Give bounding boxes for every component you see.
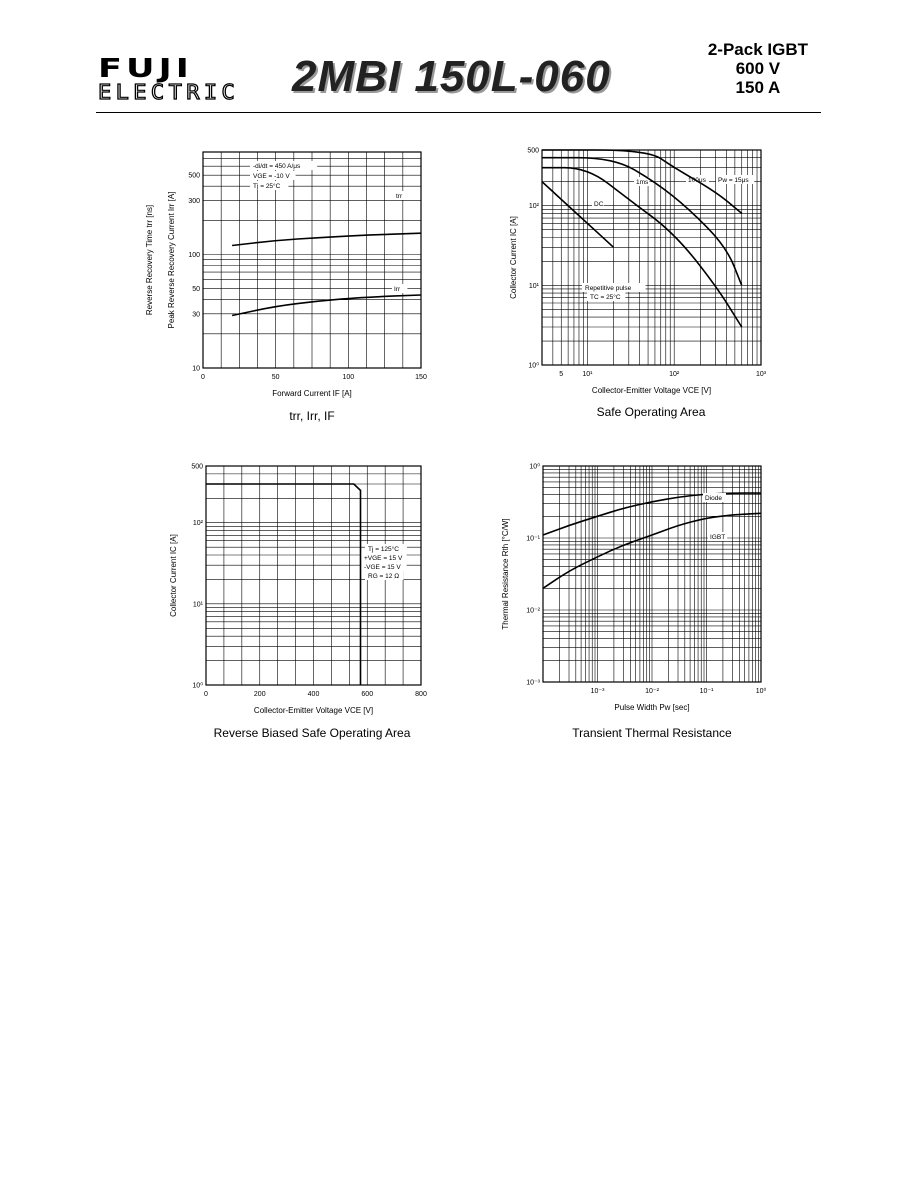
x-tick-label: 400: [307, 691, 320, 698]
series-line-trr: [232, 233, 421, 245]
y-tick-label: 30: [192, 311, 200, 319]
y-axis-label-secondary: Peak Reverse Recovery Current Irr [A]: [167, 191, 176, 329]
x-tick-label: 600: [361, 691, 374, 698]
chart-caption: trr, Irr, IF: [289, 409, 335, 423]
x-tick-label: 200: [253, 691, 266, 698]
y-tick-label: 500: [191, 463, 203, 471]
chart-rbsoa: [169, 464, 427, 741]
x-tick-label: 10¹: [582, 371, 593, 378]
y-tick-label: 50: [192, 286, 200, 294]
y-tick-label: 300: [188, 197, 200, 205]
y-tick-label: 10²: [192, 520, 203, 528]
y-tick-label: 10⁰: [192, 682, 203, 690]
series-label: Diode: [705, 495, 722, 502]
spec-voltage: 600 V: [735, 59, 781, 78]
chart-caption: Safe Operating Area: [596, 405, 706, 419]
spec-current: 150 A: [735, 78, 781, 97]
chart-annotation: Tj = 125°C: [368, 546, 399, 553]
series-line-100-s: [542, 158, 742, 286]
chart-annotation: -VGE = 15 V: [364, 564, 401, 571]
y-tick-label: 10¹: [528, 282, 539, 290]
y-tick-label: 10⁻¹: [526, 535, 540, 543]
logo-top-text: FUJI: [98, 54, 193, 84]
x-tick-label: 10⁻²: [645, 688, 659, 695]
series-line-irr: [232, 295, 421, 316]
chart-annotation: RG = 12 Ω: [368, 573, 400, 580]
chart-caption: Reverse Biased Safe Operating Area: [213, 726, 411, 740]
x-tick-label: 100: [342, 374, 355, 381]
spec-type: 2-Pack IGBT: [707, 40, 808, 59]
chart-rth: [501, 463, 766, 741]
chart-annotation: Repetitive pulse: [585, 285, 632, 292]
y-tick-label: 100: [188, 252, 200, 260]
x-axis-label: Pulse Width Pw [sec]: [614, 703, 690, 712]
chart-trr: [145, 152, 427, 423]
chart-annotation: -di/dt = 450 A/μs: [253, 163, 301, 170]
y-axis-label: Collector Current IC [A]: [169, 534, 178, 617]
x-tick-label: 5: [559, 371, 564, 378]
x-axis-label: Forward Current IF [A]: [272, 389, 352, 398]
y-tick-label: 10: [192, 365, 200, 373]
series-label: 100μs: [688, 177, 706, 184]
series-label: IGBT: [710, 534, 726, 541]
x-tick-label: 150: [415, 374, 427, 381]
series-label: Irr: [394, 286, 401, 293]
x-tick-label: 0: [201, 374, 205, 381]
y-axis-label: Collector Current IC [A]: [509, 216, 518, 299]
y-tick-label: 10⁰: [528, 362, 539, 370]
chart-caption: Transient Thermal Resistance: [572, 726, 732, 740]
chart-annotation: Tj = 25°C: [253, 183, 281, 190]
x-tick-label: 10⁻³: [590, 688, 605, 695]
x-tick-label: 10⁰: [755, 688, 767, 695]
x-tick-label: 50: [271, 374, 280, 381]
y-tick-label: 500: [188, 172, 200, 180]
y-tick-label: 500: [527, 147, 539, 155]
y-tick-label: 10²: [528, 203, 539, 211]
chart-soa: [509, 148, 767, 420]
y-tick-label: 10⁰: [529, 463, 540, 471]
chart-annotation: VGE = -10 V: [253, 173, 290, 180]
page-title: 2MBI 150L-060: [292, 52, 611, 101]
series-label: 1ms: [636, 179, 649, 186]
x-axis-label: Collector-Emitter Voltage VCE [V]: [253, 706, 374, 715]
x-tick-label: 0: [204, 691, 208, 698]
chart-annotation: +VGE = 15 V: [364, 555, 403, 562]
x-axis-label: Collector-Emitter Voltage VCE [V]: [591, 386, 712, 395]
series-label: DC: [594, 201, 604, 208]
x-tick-label: 10⁻¹: [699, 688, 714, 695]
series-line-rbsoa: [206, 484, 361, 685]
x-tick-label: 10³: [755, 371, 767, 378]
x-tick-label: 800: [415, 691, 427, 698]
logo-bottom-text: ELECTRIC: [98, 80, 240, 104]
y-axis-label: Thermal Resistance Rth [°C/W]: [501, 518, 510, 630]
series-label: Pw = 15μs: [718, 177, 749, 184]
y-tick-label: 10¹: [192, 601, 203, 609]
y-tick-label: 10⁻³: [526, 679, 540, 687]
y-tick-label: 10⁻²: [526, 607, 540, 615]
y-axis-label: Reverse Recovery Time trr [ns]: [145, 204, 154, 316]
x-tick-label: 10²: [669, 371, 680, 378]
chart-annotation: TC = 25°C: [590, 294, 621, 301]
series-label: trr: [396, 193, 403, 200]
